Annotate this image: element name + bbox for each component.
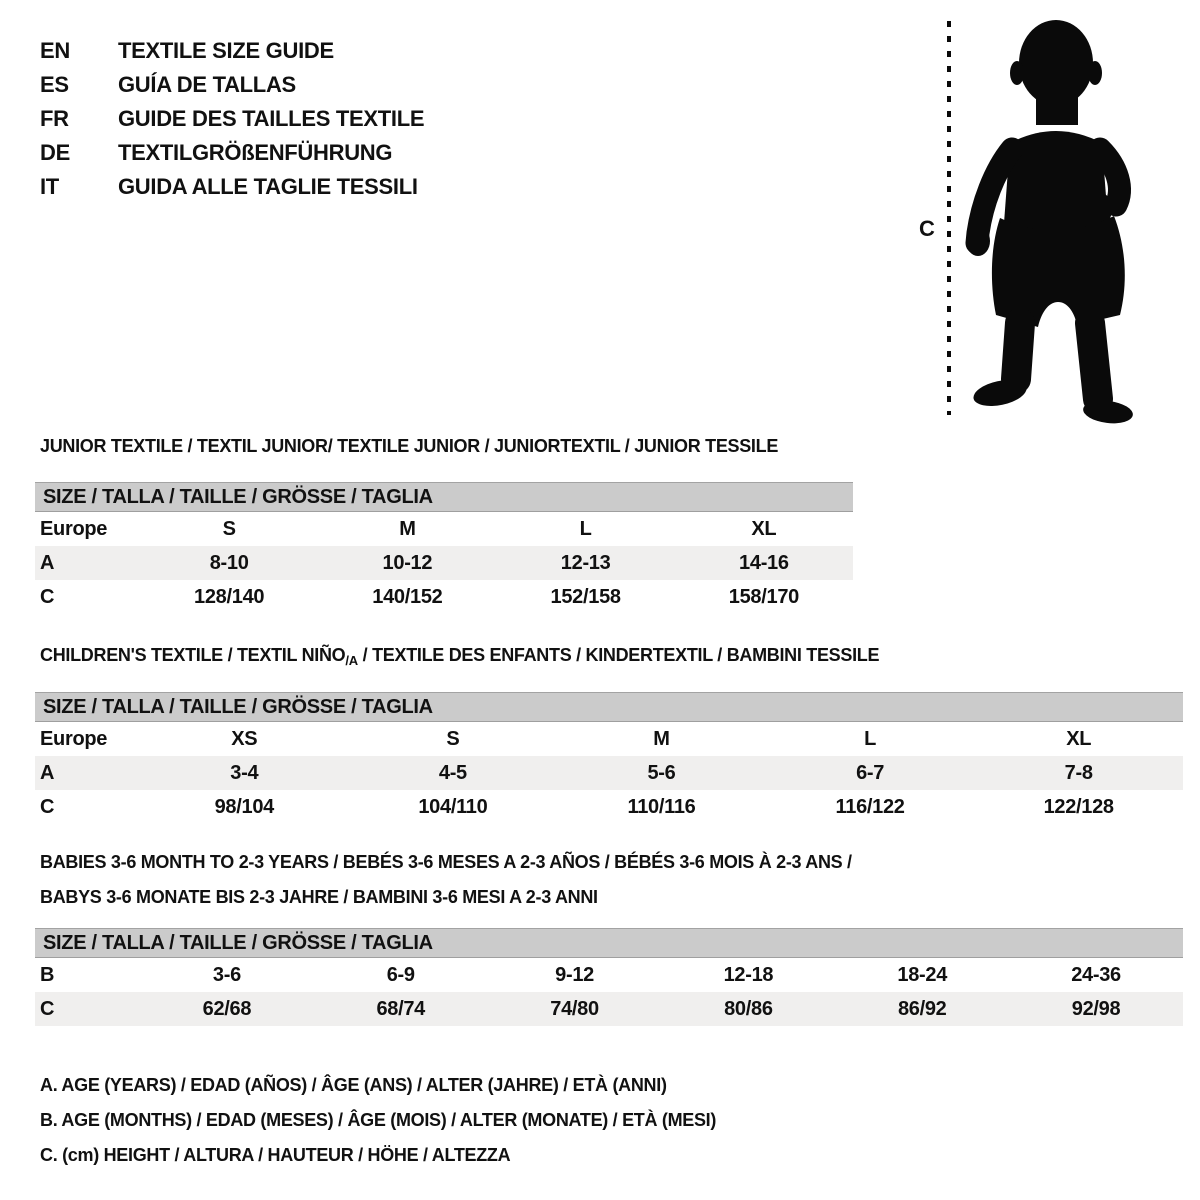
babies-title-line2: BABYS 3-6 MONATE BIS 2-3 JAHRE / BAMBINI 3-6 MESI A 2-3 ANNI xyxy=(40,887,598,907)
table-cell: S xyxy=(222,517,236,540)
junior-size-table xyxy=(35,482,853,614)
language-code: EN xyxy=(40,38,70,63)
size-header-bar: SIZE / TALLA / TAILLE / GRÖSSE / TAGLIA xyxy=(35,928,1183,958)
table-row xyxy=(35,722,1183,756)
table-cell: 10-12 xyxy=(382,551,433,574)
table-cell: 68/74 xyxy=(376,997,426,1020)
junior-section-title: JUNIOR TEXTILE / TEXTIL JUNIOR/ TEXTILE JUNIOR / JUNIORTEXTIL / JUNIOR TESSILE xyxy=(40,436,779,456)
babies-size-table xyxy=(35,928,1183,1026)
size-header-bar: SIZE / TALLA / TAILLE / GRÖSSE / TAGLIA xyxy=(35,482,853,512)
babies-title-line1: BABIES 3-6 MONTH TO 2-3 YEARS / BEBÉS 3-6 MESES A 2-3 AÑOS / BÉBÉS 3-6 MOIS À 2-3 ANS / xyxy=(40,852,852,872)
table-cell: 110/116 xyxy=(627,795,696,818)
guide-title: TEXTILGRÖßENFÜHRUNG xyxy=(118,140,393,165)
table-cell: 86/92 xyxy=(897,997,947,1020)
table-cell: 24-36 xyxy=(1071,963,1121,986)
table-cell: 6-7 xyxy=(856,761,885,784)
toddler-silhouette-icon xyxy=(940,15,1145,427)
legend-age-years: A. AGE (YEARS) / EDAD (AÑOS) / ÂGE (ANS) / ALTER (JAHRE) / ETÀ (ANNI) xyxy=(40,1075,667,1095)
children-size-table xyxy=(35,692,1183,824)
table-cell: 5-6 xyxy=(647,761,676,784)
table-cell: L xyxy=(864,727,877,750)
table-row xyxy=(35,512,853,546)
guide-title: GUIDE DES TAILLES TEXTILE xyxy=(118,106,425,131)
table-cell: 98/104 xyxy=(214,795,274,818)
language-code: IT xyxy=(40,174,59,199)
table-cell: 18-24 xyxy=(897,963,948,986)
table-cell: 158/170 xyxy=(728,585,799,608)
language-row xyxy=(40,136,424,170)
table-cell: 62/68 xyxy=(202,997,252,1020)
language-code: DE xyxy=(40,140,70,165)
table-cell: 80/86 xyxy=(724,997,773,1020)
table-cell: 12-13 xyxy=(560,551,611,574)
language-code: FR xyxy=(40,106,69,131)
table-row xyxy=(35,546,853,580)
table-cell: 128/140 xyxy=(194,585,265,608)
table-row xyxy=(35,580,853,614)
language-code: ES xyxy=(40,72,69,97)
table-cell: M xyxy=(653,727,670,750)
table-cell: 3-6 xyxy=(212,963,241,986)
row-label: B xyxy=(40,963,55,986)
guide-title: GUIDA ALLE TAGLIE TESSILI xyxy=(118,174,418,199)
babies-section-title xyxy=(40,845,852,915)
height-figure xyxy=(905,15,1155,427)
table-cell: 7-8 xyxy=(1064,761,1093,784)
table-cell: 6-9 xyxy=(386,963,415,986)
row-label: A xyxy=(40,761,55,784)
language-row xyxy=(40,68,424,102)
height-measure-label: C xyxy=(919,216,935,241)
row-label: C xyxy=(40,997,55,1020)
table-cell: 116/122 xyxy=(835,795,905,818)
table-cell: 4-5 xyxy=(438,761,467,784)
table-row xyxy=(35,790,1183,824)
table-cell: M xyxy=(399,517,416,540)
language-row xyxy=(40,34,424,68)
toddler-silhouette xyxy=(966,20,1134,426)
table-cell: 8-10 xyxy=(209,551,249,574)
table-cell: 3-4 xyxy=(230,761,259,784)
language-row xyxy=(40,102,424,136)
guide-title: TEXTILE SIZE GUIDE xyxy=(118,38,334,63)
table-cell: XL xyxy=(1066,727,1092,750)
table-cell: 92/98 xyxy=(1071,997,1121,1020)
measure-legend xyxy=(40,1068,716,1173)
table-cell: L xyxy=(579,517,592,540)
table-cell: 152/158 xyxy=(550,585,621,608)
children-title-sub: /A xyxy=(345,653,358,668)
table-cell: 74/80 xyxy=(550,997,599,1020)
language-header xyxy=(40,34,424,204)
table-cell: XL xyxy=(751,517,777,540)
table-cell: XS xyxy=(231,727,258,750)
language-row xyxy=(40,170,424,204)
size-header-bar: SIZE / TALLA / TAILLE / GRÖSSE / TAGLIA xyxy=(35,692,1183,722)
table-row xyxy=(35,756,1183,790)
table-cell: S xyxy=(446,727,460,750)
table-cell: 104/110 xyxy=(418,795,488,818)
legend-height-cm: C. (cm) HEIGHT / ALTURA / HAUTEUR / HÖHE / ALTEZZA xyxy=(40,1145,511,1165)
row-label: Europe xyxy=(40,727,108,750)
legend-age-months: B. AGE (MONTHS) / EDAD (MESES) / ÂGE (MOIS) / ALTER (MONATE) / ETÀ (MESI) xyxy=(40,1110,717,1130)
table-row xyxy=(35,958,1183,992)
children-title-pre: CHILDREN'S TEXTILE / TEXTIL NIÑO xyxy=(40,645,346,665)
table-cell: 9-12 xyxy=(555,963,594,986)
children-title-post: / TEXTILE DES ENFANTS / KINDERTEXTIL / BAMBINI TESSILE xyxy=(357,645,880,665)
table-row xyxy=(35,992,1183,1026)
row-label: C xyxy=(40,795,55,818)
row-label: C xyxy=(40,585,55,608)
row-label: Europe xyxy=(40,517,108,540)
guide-title: GUÍA DE TALLAS xyxy=(118,72,296,97)
children-section-title xyxy=(40,646,879,667)
table-cell: 12-18 xyxy=(723,963,774,986)
table-cell: 14-16 xyxy=(739,551,789,574)
table-cell: 122/128 xyxy=(1043,795,1114,818)
table-cell: 140/152 xyxy=(372,585,443,608)
row-label: A xyxy=(40,551,55,574)
